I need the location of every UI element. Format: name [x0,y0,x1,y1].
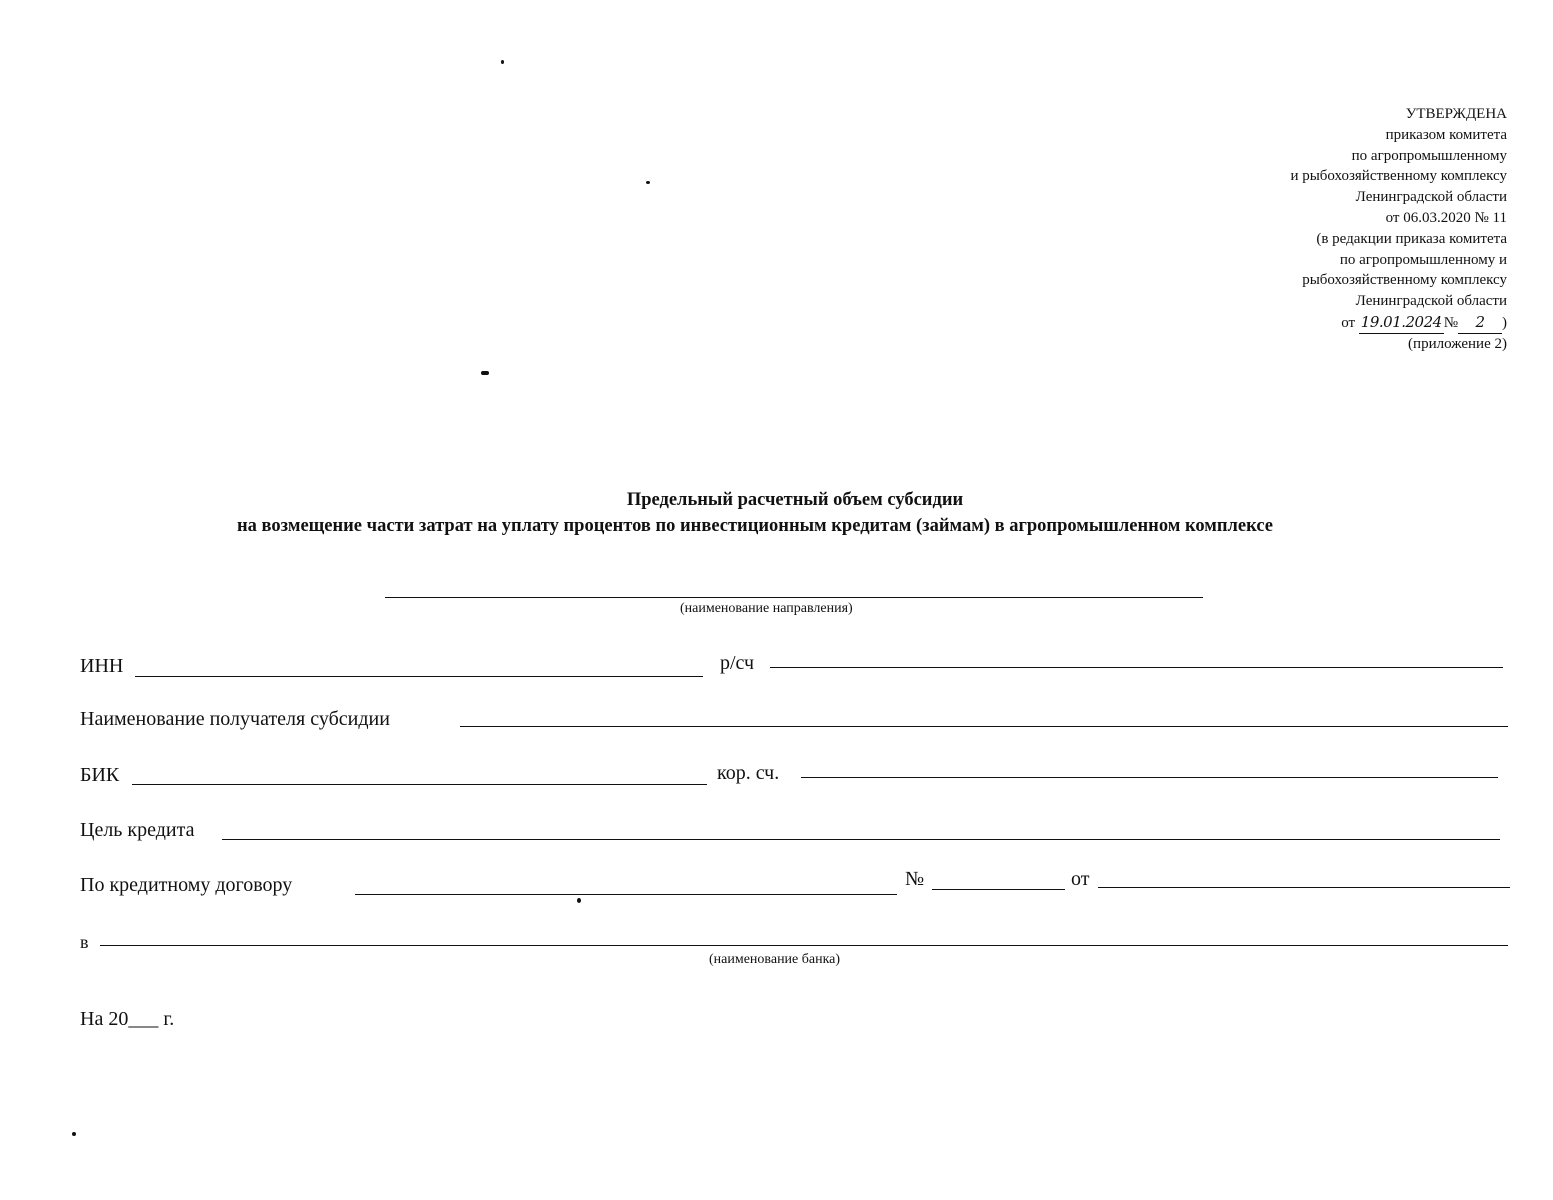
account-label: р/сч [720,652,755,674]
in-label: в [80,932,89,952]
title-line-2: на возмещение части затрат на уплату процентов по инвестиционным кредитам (займам) в агропромышленном комплексе [237,516,1273,536]
approval-line: рыбохозяйственному комплексу [1302,272,1507,289]
scan-speck [481,371,489,375]
bank-field[interactable] [100,945,1508,946]
approval-line: и рыбохозяйственному комплексу [1290,168,1507,185]
approval-line: УТВЕРЖДЕНА [1405,106,1507,122]
inn-field[interactable] [135,676,703,677]
bank-caption: (наименование банка) [709,952,841,967]
recipient-label: Наименование получателя субсидии [80,708,390,730]
scan-speck [646,181,650,184]
inn-label: ИНН [80,655,124,677]
purpose-field[interactable] [222,839,1500,840]
from-label: от [1071,868,1090,890]
scan-speck [72,1132,76,1136]
approval-handwritten-date-line [1290,312,1507,334]
approval-line: по агропромышленному и [1339,251,1507,268]
year-line: На 20___ г. [80,1008,175,1030]
contract-label: По кредитному договору [80,874,293,896]
approval-line: приказом комитета [1385,126,1507,143]
approval-line: от 06.03.2020 № 11 [1385,209,1507,226]
corr-account-field[interactable] [801,777,1498,778]
number-sign: № [1443,314,1458,331]
scan-speck [577,898,581,903]
bik-label: БИК [80,764,120,786]
scan-speck [501,60,504,64]
approval-line: Ленинградской области [1355,189,1507,206]
contract-number-field[interactable] [932,889,1065,890]
contract-field[interactable] [355,894,897,895]
date-prefix: от [1341,314,1356,331]
handwritten-number: 2 [1458,312,1502,334]
approval-block [1290,104,1507,355]
corr-account-label: кор. сч. [717,762,780,784]
direction-line[interactable] [385,597,1203,598]
title-line-1: Предельный расчетный объем субсидии [626,490,964,510]
account-field[interactable] [770,667,1503,668]
closing-paren: ) [1502,314,1507,331]
handwritten-date: 19.01.2024 [1359,312,1444,334]
appendix-label: (приложение 2) [1408,335,1507,352]
approval-line: Ленинградской области [1355,293,1507,310]
contract-date-field[interactable] [1098,887,1510,888]
recipient-field[interactable] [460,726,1508,727]
approval-line: по агропромышленному [1351,147,1507,164]
purpose-label: Цель кредита [80,819,195,841]
approval-line: (в редакции приказа комитета [1316,230,1507,247]
number-label: № [905,868,925,890]
direction-caption: (наименование направления) [680,601,853,616]
bik-field[interactable] [132,784,707,785]
